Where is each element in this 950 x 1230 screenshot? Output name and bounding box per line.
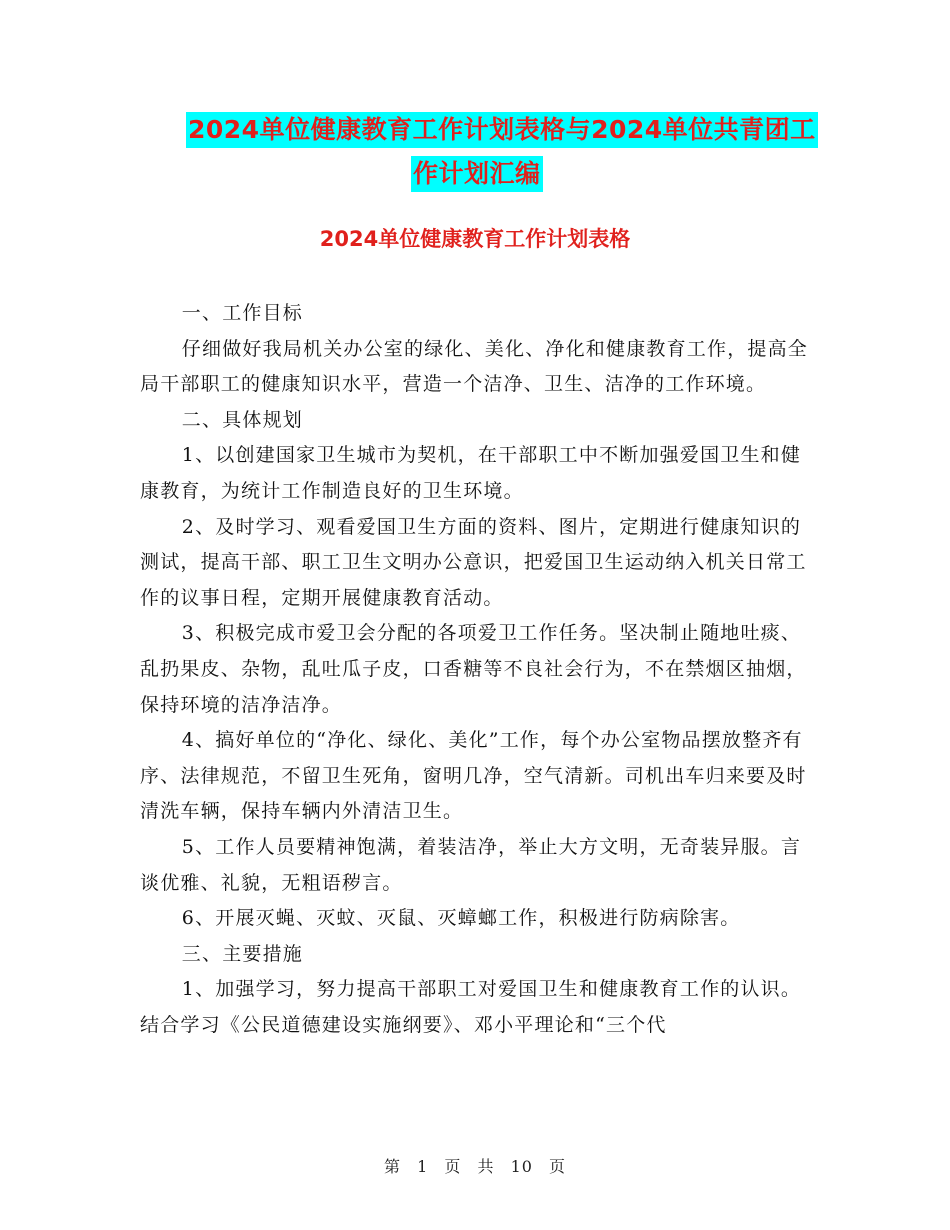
heading-specific-plan: 二、具体规划 bbox=[181, 408, 303, 431]
footer-page-label: 页 bbox=[444, 1157, 462, 1176]
footer-total-prefix: 共 bbox=[477, 1157, 495, 1176]
paragraph-plan-2: 2、及时学习、观看爱国卫生方面的资料、图片，定期进行健康知识的测试，提高干部、职工卫生文明办公意识，把爱国卫生运动纳入机关日常工作的议事日程，定期开展健康教育活动。 bbox=[140, 515, 807, 609]
footer-page-prefix: 第 bbox=[383, 1157, 401, 1176]
paragraph-plan-1: 1、以创建国家卫生城市为契机，在干部职工中不断加强爱国卫生和健康教育，为统计工作制造良好的卫生环境。 bbox=[140, 444, 802, 502]
section-title: 2024单位健康教育工作计划表格 bbox=[319, 227, 631, 251]
footer-total-pages: 10 bbox=[510, 1157, 533, 1176]
paragraph-plan-6: 6、开展灭蝇、灭蚊、灭鼠、灭蟑螂工作，积极进行防病除害。 bbox=[181, 907, 741, 930]
document-title-line-1: 2024单位健康教育工作计划表格与2024单位共青团工 bbox=[186, 112, 818, 148]
paragraph-measure-1: 1、加强学习，努力提高干部职工对爱国卫生和健康教育工作的认识。结合学习《公民道德建设实施纲要》、邓小平理论和“三个代 bbox=[140, 978, 802, 1036]
heading-main-measures: 三、主要措施 bbox=[181, 942, 303, 965]
paragraph-plan-5: 5、工作人员要精神饱满，着装洁净，举止大方文明，无奇装异服。言谈优雅、礼貌，无粗语秽言。 bbox=[140, 835, 802, 894]
paragraph-work-goal: 仔细做好我局机关办公室的绿化、美化、净化和健康教育工作，提高全局干部职工的健康知识水平，营造一个洁净、卫生、洁净的工作环境。 bbox=[140, 337, 808, 396]
document-body bbox=[140, 296, 820, 1043]
footer-page-number: 1 bbox=[417, 1157, 429, 1176]
paragraph-plan-3: 3、积极完成市爱卫会分配的各项爱卫工作任务。坚决制止随地吐痰、乱扔果皮、杂物，乱吐瓜子皮，口香糖等不良社会行为，不在禁烟区抽烟，保持环境的洁净洁净。 bbox=[140, 622, 807, 716]
paragraph-plan-4: 4、搞好单位的“净化、绿化、美化”工作，每个办公室物品摆放整齐有序、法律规范，不留卫生死角，窗明几净，空气清新。司机出车归来要及时清洗车辆，保持车辆内外清洁卫生。 bbox=[140, 729, 807, 823]
footer-page-suffix: 页 bbox=[549, 1157, 567, 1176]
page-footer bbox=[0, 1154, 950, 1177]
document-title-line-2: 作计划汇编 bbox=[411, 156, 543, 192]
heading-work-goal: 一、工作目标 bbox=[181, 302, 303, 324]
